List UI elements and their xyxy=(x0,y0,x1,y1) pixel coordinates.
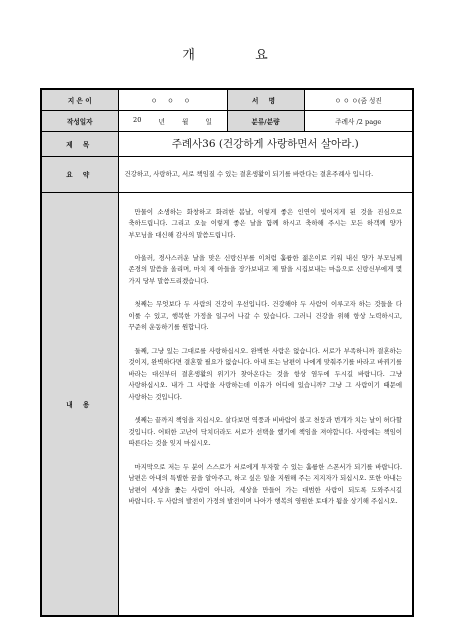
summary-label: 요 약 xyxy=(41,156,118,192)
category-label: 분류/분량 xyxy=(227,110,304,131)
subject-label: 제 목 xyxy=(41,131,118,156)
date-value xyxy=(118,110,227,131)
subject-value: 주례사36 (건강하게 사랑하면서 살아라.) xyxy=(118,131,413,156)
content-label: 내 용 xyxy=(41,192,118,616)
category-value: 주례사 /2 page xyxy=(304,110,413,131)
outline-form-table xyxy=(40,88,414,617)
content-body xyxy=(118,192,413,616)
date-day-unit: 일 xyxy=(205,117,212,126)
date-label: 작성일자 xyxy=(41,110,118,131)
content-paragraph: 마지막으로 저는 두 분이 스스로가 서로에게 투자할 수 있는 훌륭한 스폰서가 되기를 바랍니다. 남편은 아내의 특별한 꿈을 알아주고, 하고 싶은 일을 지원해 주는 지지자가 되십시오. 또한 아내는 남편이 세상을 좇는 사람이 아니라, 세상을 만들어 가는 대범한 사람이 되도록 도와주시길 바랍니다. 두 사람의 발전이 가정의 발전이며 나아가 행복의 영원한 토대가 됨을 상기해 주십시오. xyxy=(128,462,402,506)
signature-label: 서 명 xyxy=(227,89,304,110)
author-value: ㅇ ㅇ ㅇ xyxy=(118,89,227,110)
content-paragraph: 셋째는 끝까지 책임을 지십시오. 살다보면 역풍과 비바람이 불고 천둥과 번개가 치는 날이 허다할 것입니다. 어떠한 고난이 닥치더라도 서로가 선택을 했기에 책임을 져야합니다. 사랑에는 책임이 따른다는 것을 잊지 마십시오. xyxy=(128,416,402,448)
signature-value: ㅇ ㅇ ㅇ(줌 성진 xyxy=(304,89,413,110)
content-paragraph: 첫째는 무엇보다 두 사람의 건강이 우선입니다. 건강해야 두 사람이 이루고자 하는 것들을 다 이룰 수 있고, 행복한 가정을 일구어 나갈 수 있습니다. 그러니 건강을 위해 항상 노력하시고, 꾸준히 운동하기를 원합니다. xyxy=(128,300,402,332)
page-title: 개 요 xyxy=(182,48,296,63)
content-paragraph: 아울러, 경사스러운 날을 맞은 신랑신부를 이처럼 훌륭한 젊은이로 키워 내신 양가 부모님께 존경의 말씀을 올리며, 마치 제 아들을 장가보내고 제 딸을 시집보내는 마음으로 신랑신부에게 몇 가지 당부 말씀드리겠습니다. xyxy=(128,253,402,286)
date-month-unit: 월 xyxy=(182,117,189,126)
date-year: 20 xyxy=(133,115,142,124)
summary-value: 건강하고, 사랑하고, 서로 책임질 수 있는 결혼생활이 되기를 바란다는 결혼주례사 입니다. xyxy=(118,156,413,192)
content-paragraph: 둘째, 그냥 있는 그대로를 사랑하십시오. 완벽한 사람은 없습니다. 서로가 부족하니까 결혼하는 것이지, 완벽하다면 결혼할 필요가 없습니다. 아내 또는 남편이 나에게 맞춰주기를 바라고 바꿔기를 바라는 대신부터 결혼생활의 위기가 찾아온다는 것을 항상 염두에 두시길 바랍니다. 그냥 사랑하십시오. 내가 그 사람을 사랑하는데 이유가 어디에 있습니까? 그냥 그 사람이기 때문에 사랑하는 것입니다. xyxy=(128,346,402,401)
date-year-unit: 년 xyxy=(158,117,165,126)
content-paragraph: 만물이 소생하는 화창하고 화려한 봄날, 이렇게 좋은 인연이 빛어지게 된 것을 진심으로 축하드립니다. 그리고 오늘 이렇게 좋은 날을 함께 하시고 축하해 주시는 모든 하객께 양가 부모님을 대신해 감사의 말씀드립니다. xyxy=(128,207,402,239)
author-label: 지 은 이 xyxy=(41,89,118,110)
